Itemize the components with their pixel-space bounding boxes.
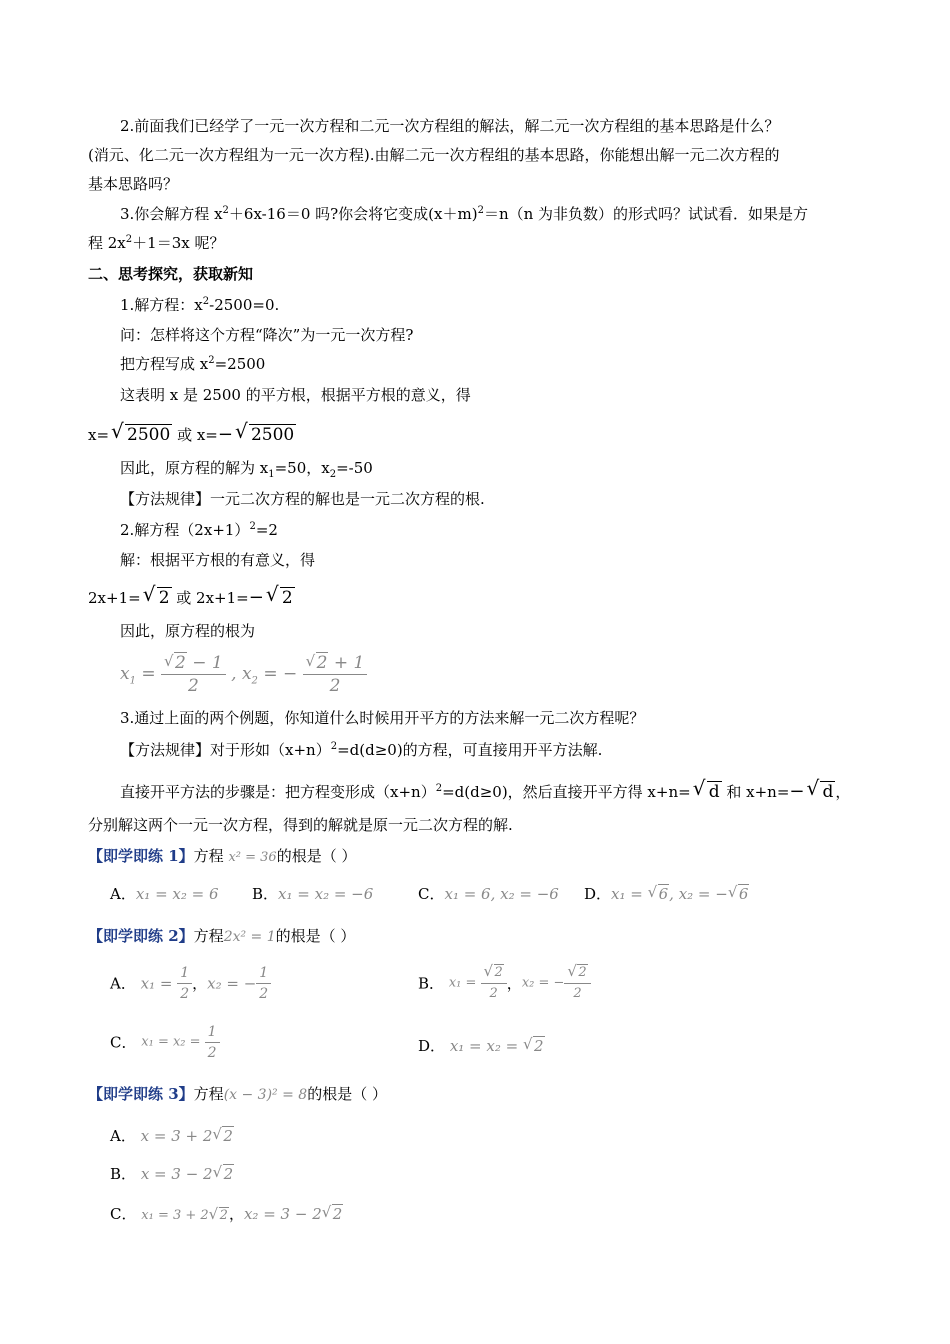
sqrt-d: √ d: [692, 776, 720, 802]
method-rule-1: 【方法规律】一元二次方程的解也是一元二次方程的根.: [120, 490, 485, 508]
practice2-option-d[interactable]: D． x₁ = x₂ = √ 2: [418, 1035, 544, 1055]
method-steps-line2: 分别解这两个一元一次方程，得到的解就是原一元二次方程的解.: [88, 816, 513, 834]
practice1-stem: 【即学即练 1】方程 x² = 36的根是（ ）: [88, 847, 357, 865]
intro-q2-line2: (消元、化二元一次方程组为一元一次方程).由解二元一次方程组的基本思路，你能想出解一元二次方程的: [88, 146, 780, 164]
example1-roots-expr: x= √ 2500 或 x=− √ 2500: [88, 419, 295, 445]
practice2-option-b[interactable]: B． x₁ = √ 2 2 ，x₂ = − √ 2 2: [418, 963, 591, 1004]
practice2-option-c[interactable]: C． x₁ = x₂ = $\frac{1}{2}$: [110, 1022, 220, 1063]
method-steps-line1: 直接开平方法的步骤是：把方程变形成$(x+n)^2=d(d\ge 0)$，然后直接开平方得 x+n= √ d 和 x+n=− √ d ，: [120, 776, 851, 802]
sqrt-2-neg: √ 2: [265, 582, 293, 608]
sqrt-2: √ 2: [142, 582, 170, 608]
example1-rewrite: 把方程写成 $x^2=2500$: [120, 355, 266, 373]
example2-title: 2.解方程$(2x+1)^2=2$: [120, 521, 278, 539]
practice2-option-a[interactable]: A． x₁ = $\frac{1}{2}$ ，x₂ = − $\frac{1}{2}$: [110, 963, 271, 1004]
example1-solution: 因此，原方程的解为 $x_1=50$，$x_2=-50$: [120, 459, 373, 480]
practice1-option-b[interactable]: B．x₁ = x₂ = −6: [252, 885, 374, 903]
intro-q2-line3: 基本思路吗？: [88, 175, 179, 193]
example1-question: 问：怎样将这个方程“降次”为一元一次方程?: [120, 326, 414, 344]
practice3-option-b[interactable]: B． x = 3 − 2 √ 2: [110, 1163, 234, 1183]
example2-roots-label: 因此，原方程的根为: [120, 622, 256, 640]
intro-q3-line1: 3.你会解方程 $x^2+6x-16=0$ 吗?你会将它变成$(x+m)^2=n(n$ 为非负数）的形式吗？试试看．如果是方: [120, 205, 809, 223]
practice1-option-d[interactable]: D．x₁ = √ 6, x₂ = − √ 6: [584, 883, 749, 903]
example2-roots-formula: $x_1$ = √ 2 − 1 2 , $x_2$ = − √ 2 + 1 2: [120, 652, 367, 697]
question-3: 3.通过上面的两个例题，你知道什么时候用开平方的方法来解一元二次方程呢？: [120, 709, 645, 727]
sqrt-2500-neg: √ 2500: [234, 419, 295, 445]
practice2-stem: 【即学即练 2】方程2x² = 1的根是（ ）: [88, 927, 356, 945]
method-rule-2: 【方法规律】对于形如$(x+n)^2=d(d\ge 0)$的方程，可直接用开平方法解.: [120, 741, 603, 759]
section-heading: 二、思考探究，获取新知: [88, 265, 254, 283]
fraction-root2: √ 2 + 1 2: [303, 652, 368, 697]
example1-title: 1.解方程：$x^2-2500=0$.: [120, 296, 280, 314]
example2-solution-intro: 解：根据平方根的有意义，得: [120, 551, 316, 569]
sqrt-d-neg: √ d: [806, 776, 834, 802]
intro-q2-line1: 2.前面我们已经学了一元一次方程和二元一次方程组的解法，解二元一次方程组的基本思路是什么？: [120, 117, 780, 135]
example1-meaning: 这表明 x 是 2500 的平方根，根据平方根的意义，得: [120, 386, 471, 404]
example2-roots-expr: 2x+1= √ 2 或 2x+1=− √ 2: [88, 582, 293, 608]
practice1-option-a[interactable]: A．x₁ = x₂ = 6: [110, 885, 219, 903]
practice3-option-c[interactable]: C． x₁ = 3 + 2 √ 2，x₂ = 3 − 2 √ 2: [110, 1203, 343, 1223]
fraction-root1: √ 2 − 1 2: [161, 652, 226, 697]
practice3-option-a[interactable]: A． x = 3 + 2 √ 2: [110, 1125, 233, 1145]
intro-q3-line2: 程 $2x^2+1=3x$ 呢？: [88, 234, 225, 252]
sqrt-2500: √ 2500: [111, 419, 171, 445]
practice1-option-c[interactable]: C．x₁ = 6, x₂ = −6: [418, 885, 559, 903]
practice3-stem: 【即学即练 3】方程(x − 3)² = 8的根是（ ）: [88, 1085, 387, 1103]
